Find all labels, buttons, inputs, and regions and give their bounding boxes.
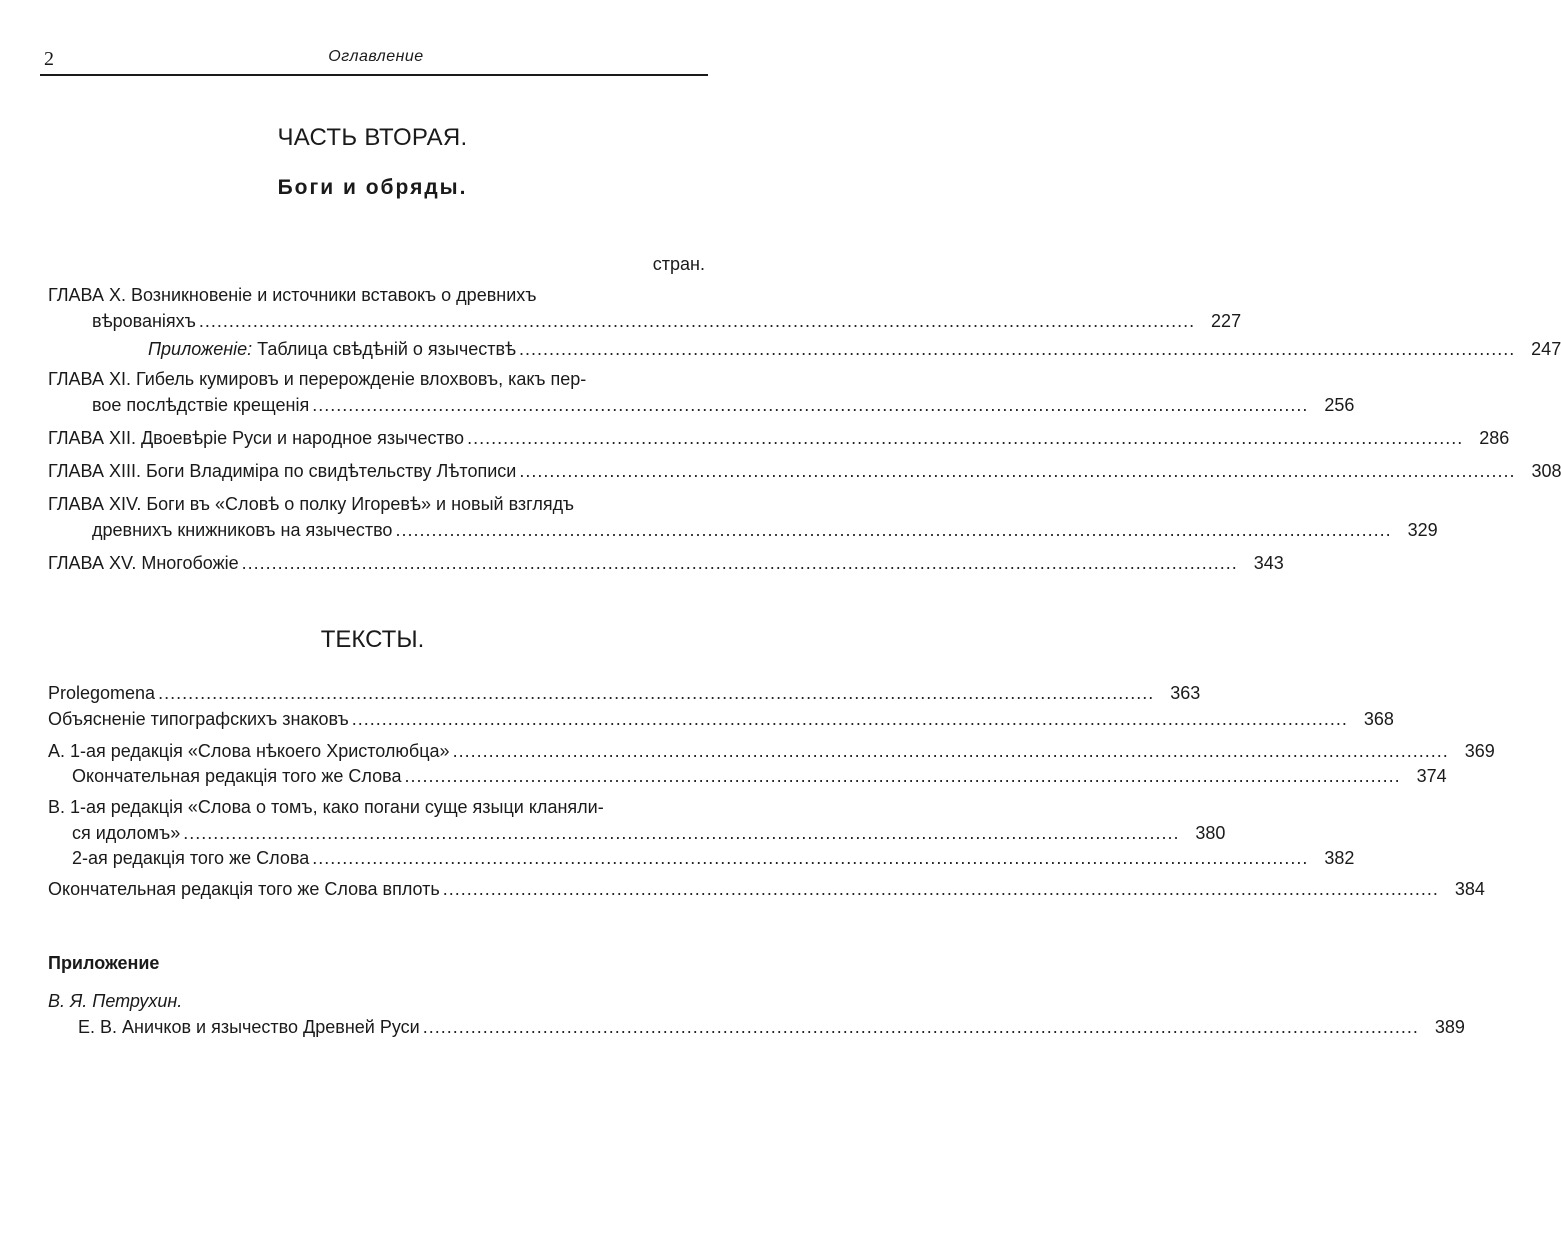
toc-entry-text: Е. В. Аничков и язычество Древней Руси	[78, 1017, 420, 1037]
page-ref: 382	[1324, 848, 1355, 868]
toc-entry-text: Prolegomena	[48, 683, 156, 703]
appendix-label: Приложеніе:	[148, 339, 253, 359]
toc-entry-text: ГЛАВА XIII. Боги Владиміра по свидѣтельству Лѣтописи	[48, 461, 517, 481]
dot-leader: ......................................................................................................................................................................	[351, 709, 1348, 729]
toc-entry-text: ГЛАВА XIV. Боги въ «Словѣ о полку Игоревѣ» и новый взглядъ	[48, 494, 574, 514]
toc-entry-text: ся идоломъ»	[72, 823, 181, 843]
page-ref: 368	[1363, 709, 1394, 729]
dot-leader: ......................................................................................................................................................................	[452, 741, 1449, 761]
toc-entry-text: вое послѣдствіе крещенія	[92, 395, 310, 415]
toc-entry-text: Окончательная редакція того же Слова вплоть	[48, 879, 440, 899]
page-ref: 343	[1253, 553, 1284, 573]
appendix-heading: Приложение	[48, 953, 160, 973]
toc-entry-chapter-15[interactable]	[48, 550, 1284, 576]
dot-leader: ......................................................................................................................................................................	[158, 683, 1155, 703]
toc-entry-text: А. 1-ая редакція «Слова нѣкоего Христолюбца»	[48, 741, 450, 761]
dot-leader: ......................................................................................................................................................................	[404, 766, 1401, 786]
page-ref: 380	[1195, 823, 1226, 843]
section-title-texts: ТЕКСТЫ.	[320, 626, 425, 653]
dot-leader: ......................................................................................................................................................................	[241, 553, 1238, 573]
dot-leader: ......................................................................................................................................................................	[183, 823, 1180, 843]
toc-entry-chapter-10[interactable]	[48, 282, 1242, 334]
dot-leader: ......................................................................................................................................................................	[519, 461, 1516, 481]
toc-entry-final-redaction-through[interactable]	[48, 876, 1485, 902]
toc-entry-chapter-11[interactable]	[48, 366, 1355, 418]
dot-leader: ......................................................................................................................................................................	[395, 520, 1392, 540]
part-title: ЧАСТЬ ВТОРАЯ.	[277, 124, 468, 151]
page-ref: 227	[1211, 311, 1242, 331]
page-number: 2	[44, 48, 54, 70]
toc-entry-text: вѣрованіяхъ	[92, 311, 196, 331]
toc-entry-b-first-redaction[interactable]	[48, 794, 1226, 846]
dot-leader: ......................................................................................................................................................................	[519, 339, 1516, 359]
toc-entry-text: ГЛАВА X. Возникновеніе и источники вставокъ о древнихъ	[48, 285, 537, 305]
toc-entry-text: ГЛАВА XI. Гибель кумировъ и перерожденіе влохвовъ, какъ пер-	[48, 369, 587, 389]
page-ref: 256	[1324, 395, 1355, 415]
toc-entry-text: 2-ая редакція того же Слова	[72, 848, 310, 868]
dot-leader: ......................................................................................................................................................................	[312, 395, 1309, 415]
toc-entry-b-second-redaction[interactable]	[72, 845, 1355, 871]
appendix-author: В. Я. Петрухин.	[48, 991, 183, 1011]
dot-leader: ......................................................................................................................................................................	[198, 311, 1196, 331]
pages-column-label: стран.	[652, 254, 705, 274]
toc-entry-text: Таблица свѣдѣній о язычествѣ	[257, 339, 517, 359]
toc-entry-appendix-table[interactable]	[148, 336, 1561, 362]
page-ref: 247	[1531, 339, 1561, 359]
toc-entry-text: ГЛАВА XII. Двоевѣріе Руси и народное язычество	[48, 428, 465, 448]
page-ref: 374	[1416, 766, 1447, 786]
toc-entry-text: Объясненіе типографскихъ знаковъ	[48, 709, 349, 729]
toc-entry-text: В. 1-ая редакція «Слова о томъ, како погани суще языци кланяли-	[48, 797, 604, 817]
toc-entry-chapter-14[interactable]	[48, 491, 1438, 543]
running-title: Оглавление	[328, 48, 424, 65]
dot-leader: ......................................................................................................................................................................	[312, 848, 1309, 868]
part-subtitle: Боги и обряды.	[277, 176, 468, 199]
dot-leader: ......................................................................................................................................................................	[422, 1017, 1419, 1037]
page-header	[44, 48, 708, 76]
toc-entry-prolegomena[interactable]	[48, 680, 1201, 706]
page-ref: 286	[1479, 428, 1510, 448]
dot-leader: ......................................................................................................................................................................	[467, 428, 1464, 448]
toc-entry-a-final-redaction[interactable]	[72, 763, 1447, 789]
dot-leader: ......................................................................................................................................................................	[442, 879, 1439, 899]
toc-entry-typographic-signs[interactable]	[48, 706, 1394, 732]
page-ref: 389	[1434, 1017, 1465, 1037]
header-rule	[40, 74, 708, 76]
page-ref: 369	[1464, 741, 1495, 761]
toc-entry-chapter-12[interactable]	[48, 425, 1510, 451]
page-ref: 384	[1454, 879, 1485, 899]
toc-entry-a-first-redaction[interactable]	[48, 738, 1495, 764]
toc-entry-chapter-13[interactable]	[48, 458, 1561, 484]
toc-entry-text: древнихъ книжниковъ на язычество	[92, 520, 393, 540]
toc-entry-text: Окончательная редакція того же Слова	[72, 766, 402, 786]
page-ref: 363	[1170, 683, 1201, 703]
page-ref: 308	[1531, 461, 1561, 481]
toc-entry-text: ГЛАВА XV. Многобожіе	[48, 553, 239, 573]
toc-entry-anichkov[interactable]	[78, 1014, 1465, 1040]
page-ref: 329	[1407, 520, 1438, 540]
